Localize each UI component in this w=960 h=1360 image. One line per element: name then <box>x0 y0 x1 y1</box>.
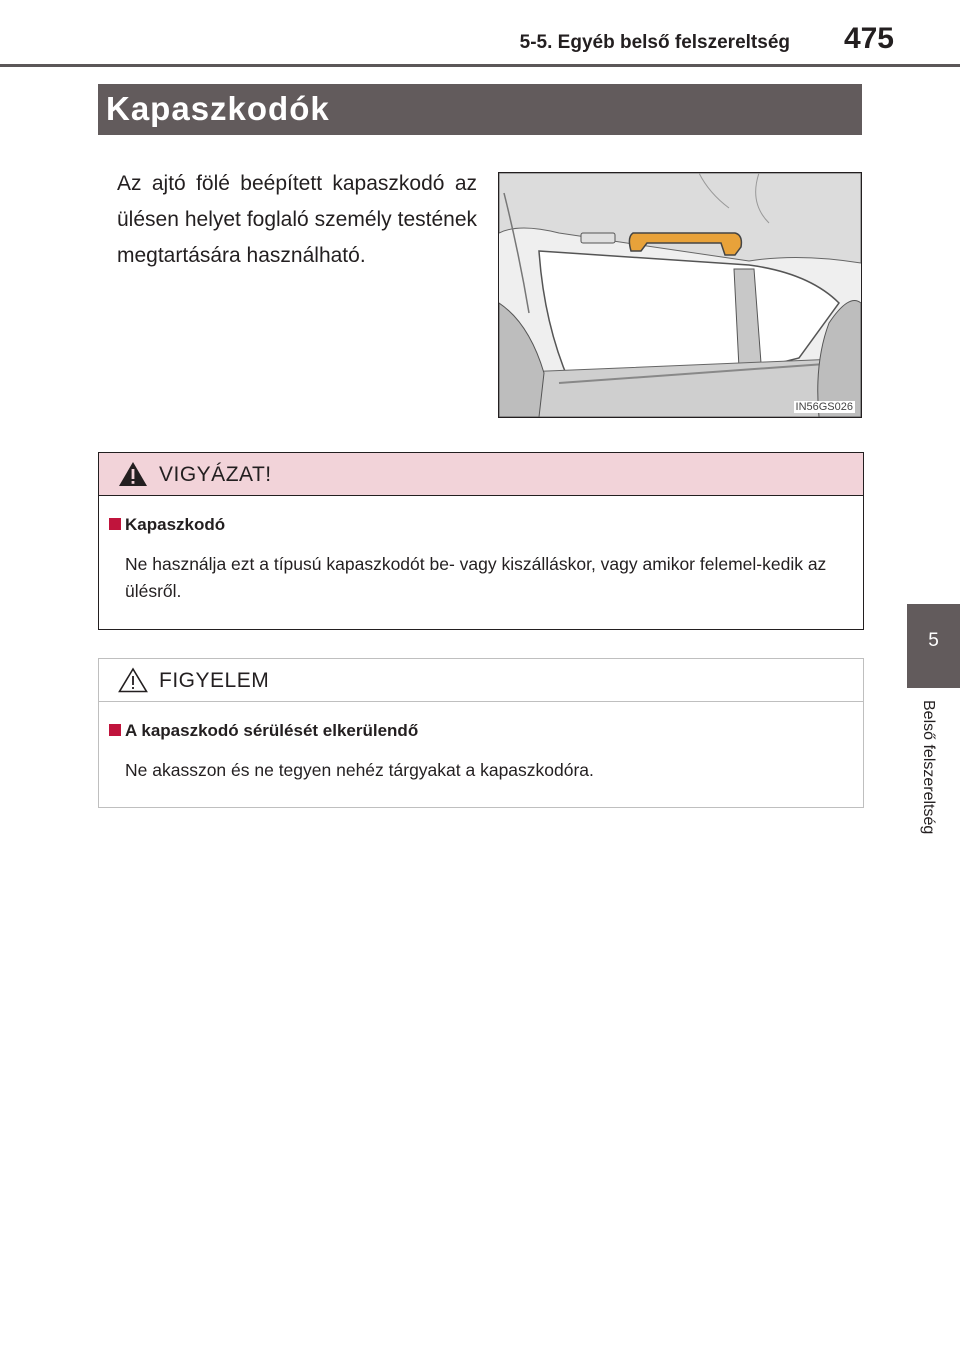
notice-item-text: Ne akasszon és ne tegyen nehéz tárgyakat a kapaszkodóra. <box>125 760 594 780</box>
section-title: Kapaszkodók <box>106 90 330 127</box>
warning-item-text: Ne használja ezt a típusú kapaszkodót be- vagy kiszálláskor, vagy amikor felemel-kedik az ülésről. <box>125 554 827 601</box>
notice-box <box>98 658 864 808</box>
chapter-tab <box>907 604 960 688</box>
header-title: 5-5. Egyéb belső felszereltség <box>519 32 790 53</box>
intro-paragraph: Az ajtó fölé beépített kapaszkodó az ülésen helyet foglaló személy testének megtartására használható. <box>117 172 477 267</box>
chapter-label-container <box>906 700 946 870</box>
section-title-bar <box>98 84 862 135</box>
header-divider <box>0 64 960 67</box>
square-bullet-icon <box>109 518 121 530</box>
chapter-number: 5 <box>928 630 939 651</box>
figure-code: IN56GS026 <box>795 401 853 413</box>
warning-box-title: VIGYÁZAT! <box>159 463 272 486</box>
warning-item-heading: Kapaszkodó <box>109 515 225 535</box>
grab-handle-illustration <box>498 172 862 418</box>
notice-item-heading: A kapaszkodó sérülését elkerülendő <box>109 721 418 741</box>
notice-box-title: FIGYELEM <box>159 669 270 692</box>
warning-box <box>98 452 864 630</box>
page-number: 475 <box>843 22 894 55</box>
caution-triangle-icon <box>118 667 148 693</box>
chapter-label: Belső felszereltség <box>920 700 937 835</box>
warning-triangle-icon <box>118 461 148 487</box>
square-bullet-icon <box>109 724 121 736</box>
notice-box-header <box>99 659 863 702</box>
car-interior-drawing <box>499 173 861 417</box>
warning-box-header <box>99 453 863 496</box>
